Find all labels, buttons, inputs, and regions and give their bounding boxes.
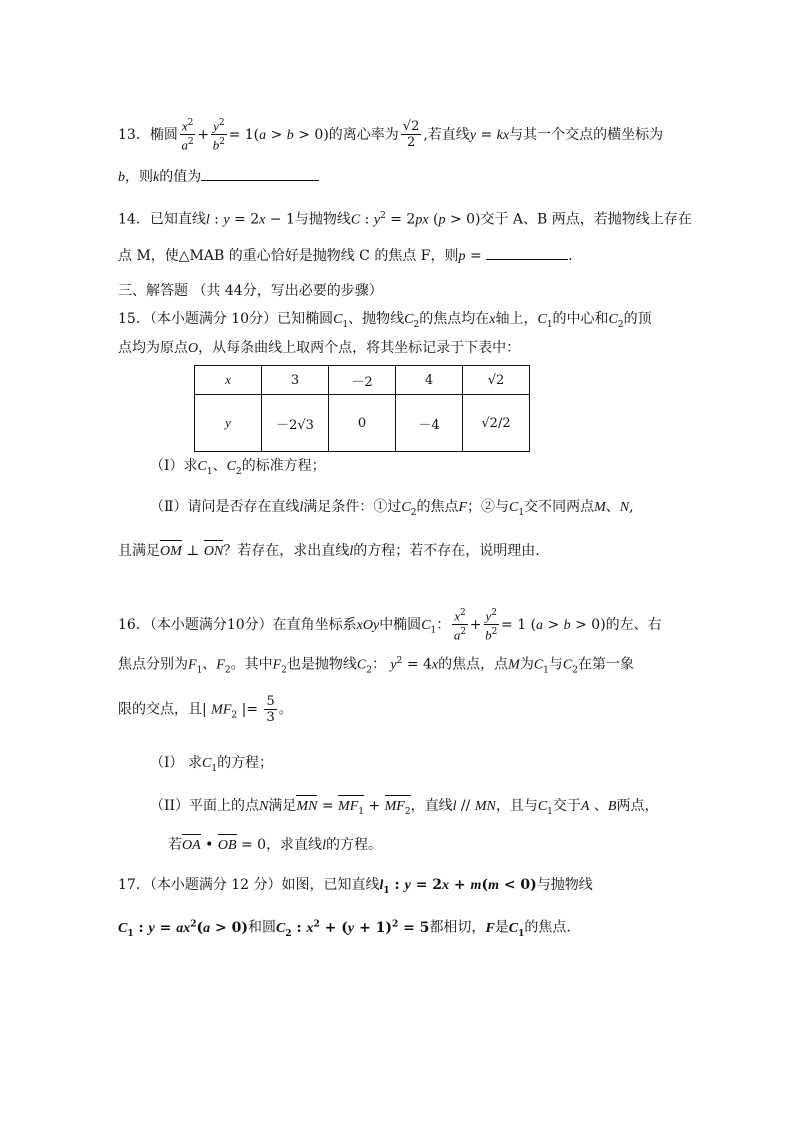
q16-line1: 16．（本小题满分10分）在直角坐标系xOy中椭圆$C_1$： $\frac{x^2}{a^2}$ + $\frac{y^2}{b^2}$ = 1 (a > b > 0)的左、右	[118, 608, 662, 643]
table-cell: 0	[329, 395, 396, 452]
table-cell: －2√3	[262, 395, 329, 452]
q17-line2: $C_1$ : $y = ax^2(a > 0)$和圆$C_2$ : $x^2 + (y + 1)^2 = 5$都相切，F是$C_1$的焦点.	[118, 919, 571, 939]
q14-line1: 14．已知直线l : y = 2x − 1与抛物线C : $y^2 = 2px$ (p > 0)交于 A、B 两点，若抛物线上存在	[118, 211, 692, 228]
q15-line1: 15．（本小题满分 10分）已知椭圆$C_1$、抛物线$C_2$的焦点均在x轴上，$C_1$的中心和$C_2$的顶	[118, 311, 652, 330]
table-cell: √2/2	[463, 395, 530, 452]
q14-line2: 点 M，使△MAB 的重心恰好是抛物线 C 的焦点 F，则p = .	[118, 245, 573, 267]
q15-line2: 点均为原点O，从每条曲线上取两个点，将其坐标记录于下表中：	[118, 340, 521, 356]
q15-part3: 且满足OM ⊥ ON？若存在，求出直线l的方程；若不存在，说明理由.	[118, 541, 540, 562]
q16-line2: 焦点分别为$F_1$、$F_2$。其中$F_2$也是抛物线$C_2$： $y^2 = 4x$的焦点，点M为$C_1$与$C_2$在第一象	[118, 656, 634, 676]
q17-line1: 17．（本小题满分 12 分）如图，已知直线$l_1$ : y = 2x + m(m < 0)与抛物线	[118, 877, 593, 896]
section-3-heading: 三、解答题 （共 44分，写出必要的步骤）	[118, 283, 383, 299]
table-cell: 3	[262, 366, 329, 395]
q16-part3: 若OA • OB = 0，求直线l的方程。	[168, 835, 382, 856]
table-row	[195, 395, 530, 452]
q16-line3: 限的交点，且| $MF_2$ |= $\frac{5}{3}$ 。	[118, 694, 293, 725]
q16-part1: （I） 求$C_1$的方程；	[150, 755, 274, 774]
coordinate-table	[194, 365, 530, 452]
table-cell: √2	[463, 366, 530, 395]
table-cell: －2	[329, 366, 396, 395]
q15-part2: （Ⅱ）请问是否存在直线l满足条件：①过$C_2$的焦点F；②与$C_1$交不同两点M、N,	[150, 499, 634, 518]
table-cell: －4	[396, 395, 463, 452]
table-cell: y	[195, 395, 262, 452]
answer-blank-13[interactable]	[201, 166, 319, 181]
q13-line2: b，则k的值为	[118, 166, 319, 188]
table-cell: 4	[396, 366, 463, 395]
table-row	[195, 366, 530, 395]
q13-line1: 13．椭圆 $\frac{x^2}{a^2}$ + $\frac{y^2}{b^2}$ = 1(a > b > 0)的离心率为 $\frac{√2}{2}$ ,若直线y = kx与其一个交点的横坐标为	[118, 118, 664, 153]
answer-blank-14[interactable]	[486, 245, 568, 260]
q15-part1: （Ⅰ）求$C_1$、$C_2$的标准方程；	[150, 458, 326, 477]
q16-part2: （II）平面上的点N满足MN = $MF_1 + MF_2$，直线l // MN，且与$C_1$交于A 、B两点，	[150, 796, 658, 822]
table-cell: x	[195, 366, 262, 395]
